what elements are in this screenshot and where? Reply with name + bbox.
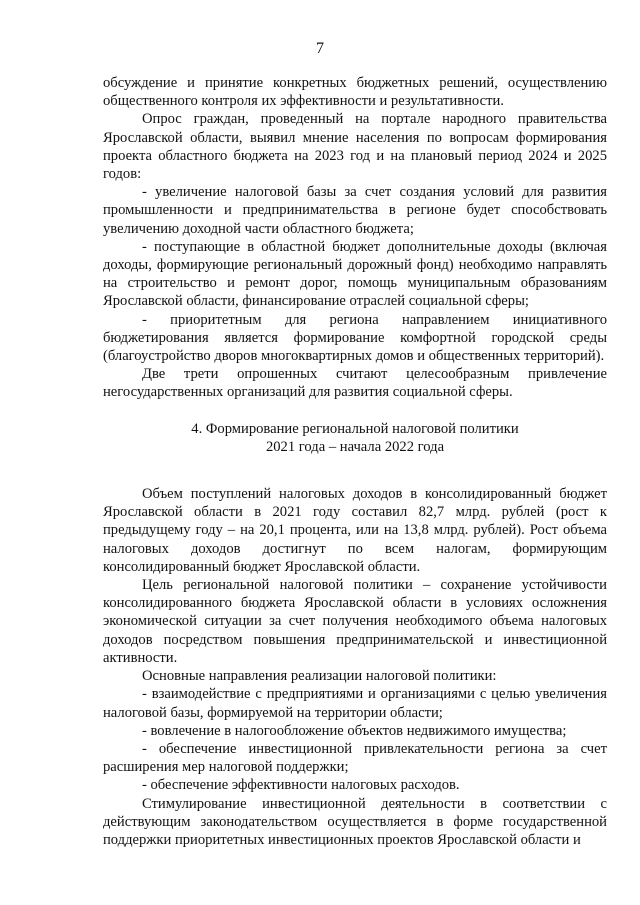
section-heading (103, 420, 607, 456)
paragraph: Стимулирование инвестиционной деятельности в соответствии с действующим законодательством осуществляется в форме государственной поддержки приоритетных инвестиционных проектов Ярославской области и (103, 795, 607, 848)
section-intro (103, 74, 607, 402)
list-item: - вовлечение в налогообложение объектов недвижимого имущества; (142, 722, 567, 739)
paragraph: Объем поступлений налоговых доходов в консолидированный бюджет Ярославской области в 2021 году составил 82,7 млрд. рублей (рост к предыдущему году – на 20,1 процента, или на 13,8 млрд. рублей). Рост объема налоговых доходов достигнут по всем налогам, формирующим консолидированный бюджет Ярославской области. (103, 486, 607, 575)
list-item: - обеспечение эффективности налоговых расходов. (142, 777, 460, 794)
list-item: - приоритетным для региона направлением инициативного бюджетирования является формирование комфортной городской среды (благоустройство дворов многоквартирных домов и общественных территорий). (103, 311, 607, 365)
section-heading-line-2: 2021 года – начала 2022 года (265, 438, 445, 455)
list-item: - взаимодействие с предприятиями и организациями с целью увеличения налоговой базы, формируемой на территории области; (103, 686, 607, 721)
paragraph: Две трети опрошенных считают целесообразным привлечение негосударственных организаций для развития социальной сферы. (103, 366, 607, 401)
document-body (103, 74, 607, 849)
section-tax-policy (103, 485, 607, 849)
paragraph: Опрос граждан, проведенный на портале народного правительства Ярославской области, выявил мнение населения по вопросам формирования проекта областного бюджета на 2023 год и на плановый период 2024 и 2025 годов: (103, 111, 607, 183)
paragraph: обсуждение и принятие конкретных бюджетных решений, осуществлению общественного контроля их эффективности и результативности. (103, 75, 607, 110)
section-heading-line-1: 4. Формирование региональной налоговой политики (191, 420, 519, 437)
list-item: - увеличение налоговой базы за счет создания условий для развития промышленности и предпринимательства в регионе будет способствовать увеличению доходной части областного бюджета; (103, 184, 607, 237)
page-number: 7 (316, 40, 324, 57)
list-item: - обеспечение инвестиционной привлекательности региона за счет расширения мер налоговой поддержки; (103, 740, 607, 776)
list-item: - поступающие в областной бюджет дополнительные доходы (включая доходы, формирующие региональный дорожный фонд) необходимо направлять на строительство и ремонт дорог, помощь муниципальным образованиям Ярославской области, финансирование отраслей социальной сферы; (103, 238, 607, 310)
paragraph: Основные направления реализации налоговой политики: (142, 668, 497, 685)
paragraph: Цель региональной налоговой политики – сохранение устойчивости консолидированного бюджета Ярославской области в условиях осложнения экономической ситуации за счет получения необходимого объема налоговых доходов посредством повышения предпринимательской и инвестиционной активности. (103, 577, 607, 666)
